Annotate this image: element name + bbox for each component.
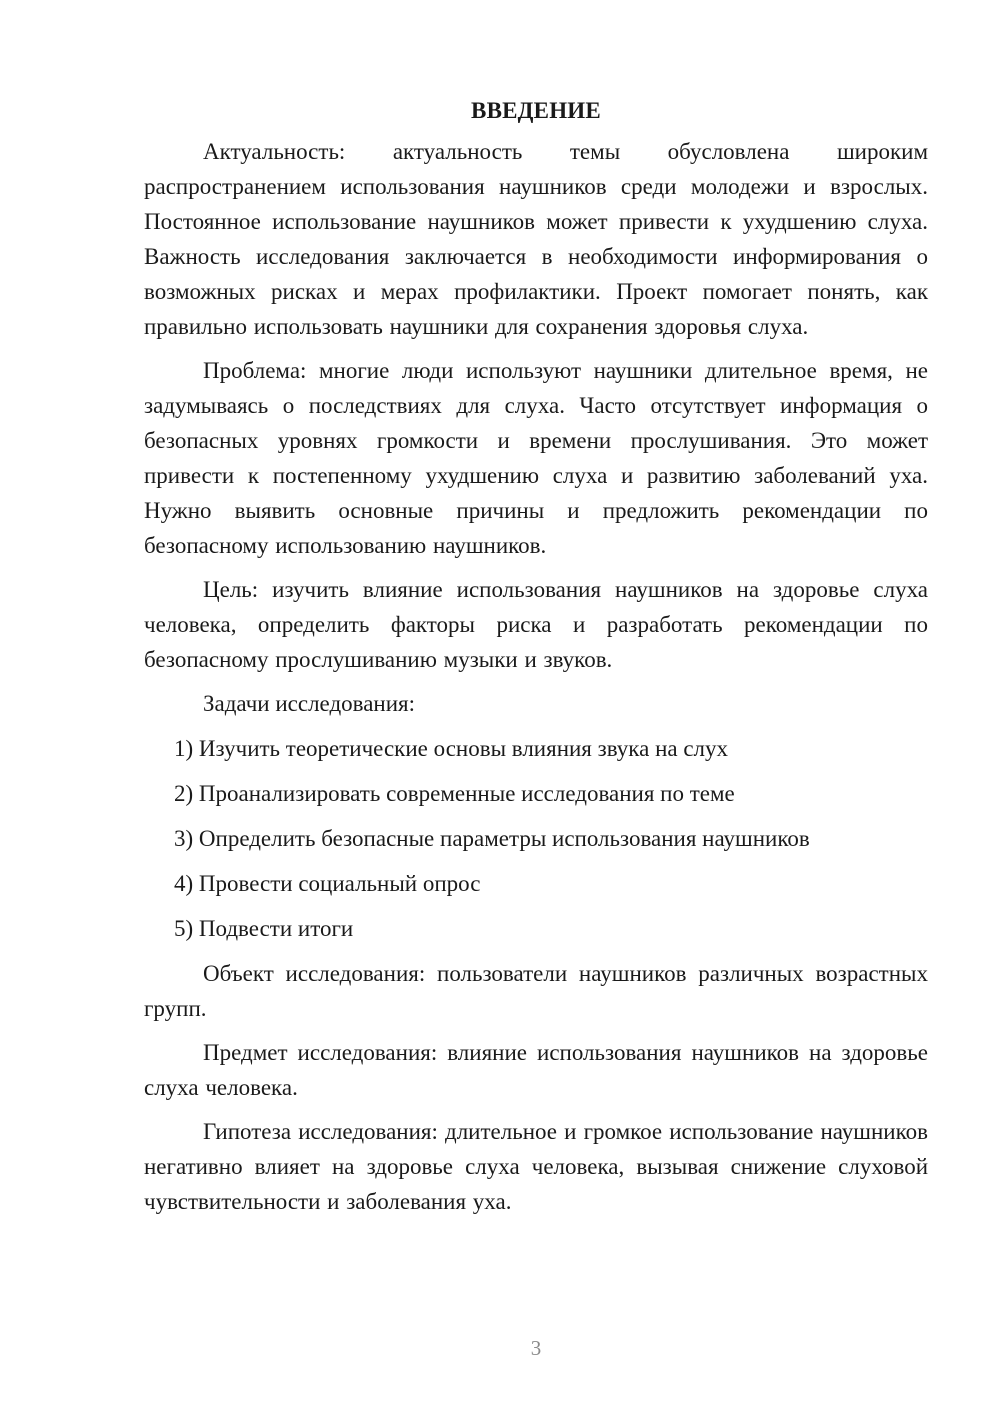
task-item: 5) Подвести итоги: [174, 916, 354, 941]
task-item: 4) Провести социальный опрос: [174, 871, 481, 896]
page-title: ВВЕДЕНИЕ: [471, 98, 601, 123]
task-item: 2) Проанализировать современные исследования по теме: [174, 781, 735, 806]
relevance-paragraph: Актуальность: актуальность темы обусловлена широким распространением использования наушников среди молодежи и взрослых. Постоянное использование наушников может привести к ухудшению слуха. Важность исследования заключается в необходимости информирования о возможных рисках и мерах профилактики. Проект помогает понять, как правильно использовать наушники для сохранения здоровья слуха.: [144, 139, 928, 339]
subject-paragraph: Предмет исследования: влияние использования наушников на здоровье слуха человека.: [144, 1040, 928, 1100]
object-paragraph: Объект исследования: пользователи наушников различных возрастных групп.: [144, 961, 928, 1021]
page-content: [144, 93, 928, 1228]
task-item: 1) Изучить теоретические основы влияния звука на слух: [174, 736, 729, 761]
page-number: 3: [530, 1336, 542, 1360]
task-item: 3) Определить безопасные параметры использования наушников: [174, 826, 810, 851]
tasks-heading: Задачи исследования:: [203, 691, 416, 716]
problem-paragraph: Проблема: многие люди используют наушники длительное время, не задумываясь о последствиях для слуха. Часто отсутствует информация о безопасных уровнях громкости и времени прослушивания. Это может привести к постепенному ухудшению слуха и развитию заболеваний уха. Нужно выявить основные причины и предложить рекомендации по безопасному использованию наушников.: [144, 358, 928, 558]
goal-paragraph: Цель: изучить влияние использования наушников на здоровье слуха человека, определить факторы риска и разработать рекомендации по безопасному прослушиванию музыки и звуков.: [144, 577, 928, 672]
hypothesis-paragraph: Гипотеза исследования: длительное и громкое использование наушников негативно влияет на здоровье слуха человека, вызывая снижение слуховой чувствительности и заболевания уха.: [144, 1119, 928, 1214]
tasks-list: [144, 731, 928, 946]
